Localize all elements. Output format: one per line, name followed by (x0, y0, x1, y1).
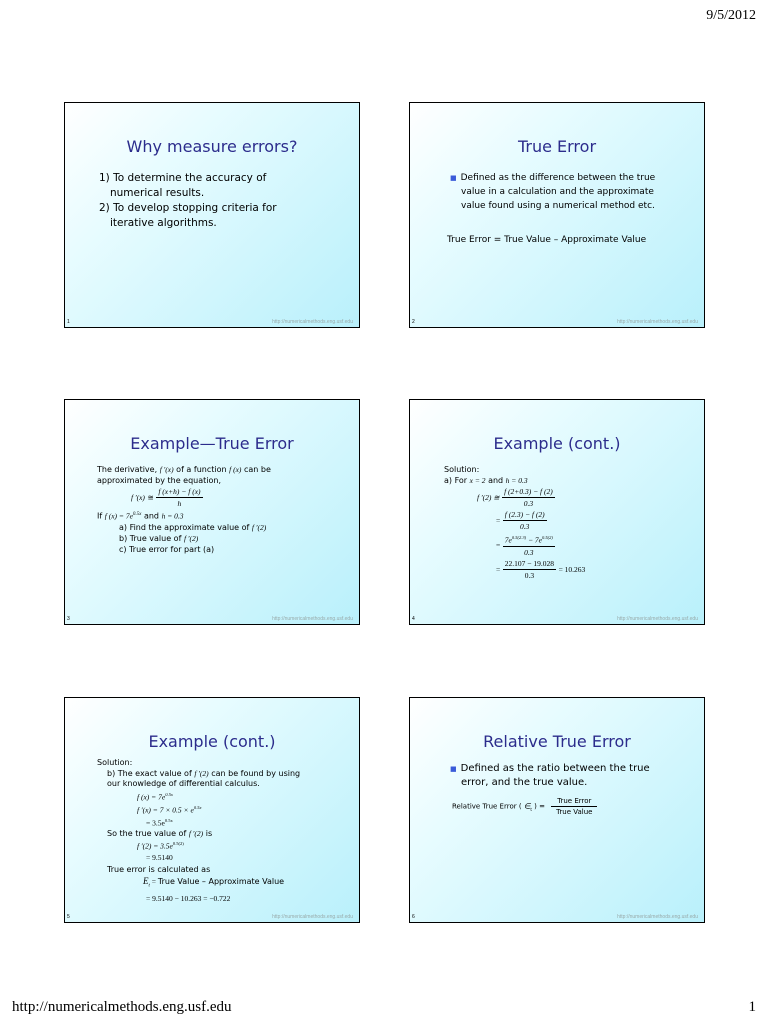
equation: f ′(x) ≅ $\frac{f (x+h) - f (x)}{h}$ (131, 487, 201, 508)
text-line: Solution: (444, 465, 480, 474)
list-item: iterative algorithms. (110, 217, 217, 229)
list-item: ■ Defined as the difference between the true (450, 173, 656, 183)
slide-footer-url: http://numericalmethods.eng.usf.edu (617, 914, 698, 920)
list-item: a) Find the approximate value of f ′(2) (119, 522, 267, 532)
slide-number: 1 (67, 319, 70, 325)
slide-number: 4 (412, 616, 415, 622)
slide-6 (409, 697, 705, 923)
slide-number: 6 (412, 914, 415, 920)
slide-body (450, 762, 650, 790)
equation: = $\frac{f (2.3) - f (2)}{0.3}$ (496, 510, 545, 531)
equation: = $\frac{7e^{0.5(2.3)} - 7e^{0.5(2)}}{0.3}$ (444, 532, 585, 558)
slide-number: 5 (67, 914, 70, 920)
equation: f ′(2) ≅ $\frac{f (2+0.3) - f (2)}{0.3}$ (477, 487, 553, 508)
slide-body (99, 171, 277, 231)
page-date: 9/5/2012 (706, 8, 756, 23)
slide-title: Why measure errors? (126, 137, 298, 156)
text-line: approximated by the equation, (97, 476, 222, 485)
list-item: value in a calculation and the approximate (461, 187, 654, 197)
formula: True Error = True Value – Approximate Value (447, 235, 647, 245)
equation: f $(x) = 7e^{0.5x}$ (137, 791, 173, 802)
slide-2 (409, 102, 705, 328)
page-number: 1 (748, 999, 756, 1015)
list-item: ■ Defined as the ratio between the true (450, 763, 650, 774)
equation: f $'(x) = 7 \times 0.5 \times e^{0.5x}$ (137, 804, 202, 815)
slide-4 (409, 399, 705, 625)
text-line: If f $(x) = 7e^{0.5x}$ and h = 0.3 (97, 511, 184, 521)
slide-footer-url: http://numericalmethods.eng.usf.edu (272, 319, 353, 325)
text-line: b) The exact value of f ′(2) can be found by using (107, 768, 301, 778)
slide-body (97, 758, 300, 904)
list-item: numerical results. (110, 187, 205, 199)
equation: $E_t$ = True Value – Approximate Value (143, 875, 285, 889)
slide-footer-url: http://numericalmethods.eng.usf.edu (617, 319, 698, 325)
text-line: a) For x = 2 and h = 0.3 (444, 476, 528, 485)
equation: = 9.5140 (146, 852, 173, 862)
text-line: our knowledge of differential calculus. (107, 779, 260, 788)
equation: = $3.5e^{0.5x}$ (146, 817, 173, 828)
slide-number: 3 (67, 616, 70, 622)
slide-body (97, 464, 271, 555)
text-line: Solution: (97, 758, 133, 767)
text-line: The derivative, f ′(x) of a function f (x) can be (97, 465, 271, 474)
list-item: value found using a numerical method etc. (461, 201, 655, 211)
list-item: error, and the true value. (461, 777, 588, 788)
text-line: True error is calculated as (107, 865, 211, 875)
page-footer-url: http://numericalmethods.eng.usf.edu (12, 999, 232, 1015)
slide-footer-url: http://numericalmethods.eng.usf.edu (272, 914, 353, 920)
equation: f $'(2) = 3.5e^{0.5(2)}$ (137, 841, 184, 852)
slide-footer-url: http://numericalmethods.eng.usf.edu (272, 616, 353, 622)
slide-1 (64, 102, 360, 328)
slide-footer-url: http://numericalmethods.eng.usf.edu (617, 616, 698, 622)
slide-title: Example—True Error (130, 434, 294, 453)
bullet-icon: ■ (450, 174, 457, 182)
list-item: c) True error for part (a) (119, 544, 215, 554)
slide-title: True Error (517, 137, 597, 156)
slide-3 (64, 399, 360, 625)
list-item: 1) To determine the accuracy of (99, 172, 267, 184)
bullet-icon: ■ (450, 765, 457, 773)
text-line: So the true value of f ′(2) is (107, 828, 213, 838)
relative-true-error-formula: Relative True Error ( $\in_t$ ) = $\frac{\text{True Error}}{\text{True Value}}$ (452, 796, 597, 817)
equation: = 9.5140 − 10.263 = −0.722 (146, 893, 231, 903)
slide-body (444, 464, 585, 581)
list-item: b) True value of f ′(2) (119, 533, 199, 543)
slide-title: Relative True Error (483, 732, 631, 751)
slide-title: Example (cont.) (493, 434, 621, 453)
equation: = $\frac{22.107 - 19.028}{0.3}$ = 10.263 (496, 558, 586, 580)
slide-title: Example (cont.) (148, 732, 276, 751)
slide-5 (64, 697, 360, 923)
list-item: 2) To develop stopping criteria for (99, 202, 277, 214)
slide-body (447, 171, 656, 247)
slide-number: 2 (412, 319, 415, 325)
